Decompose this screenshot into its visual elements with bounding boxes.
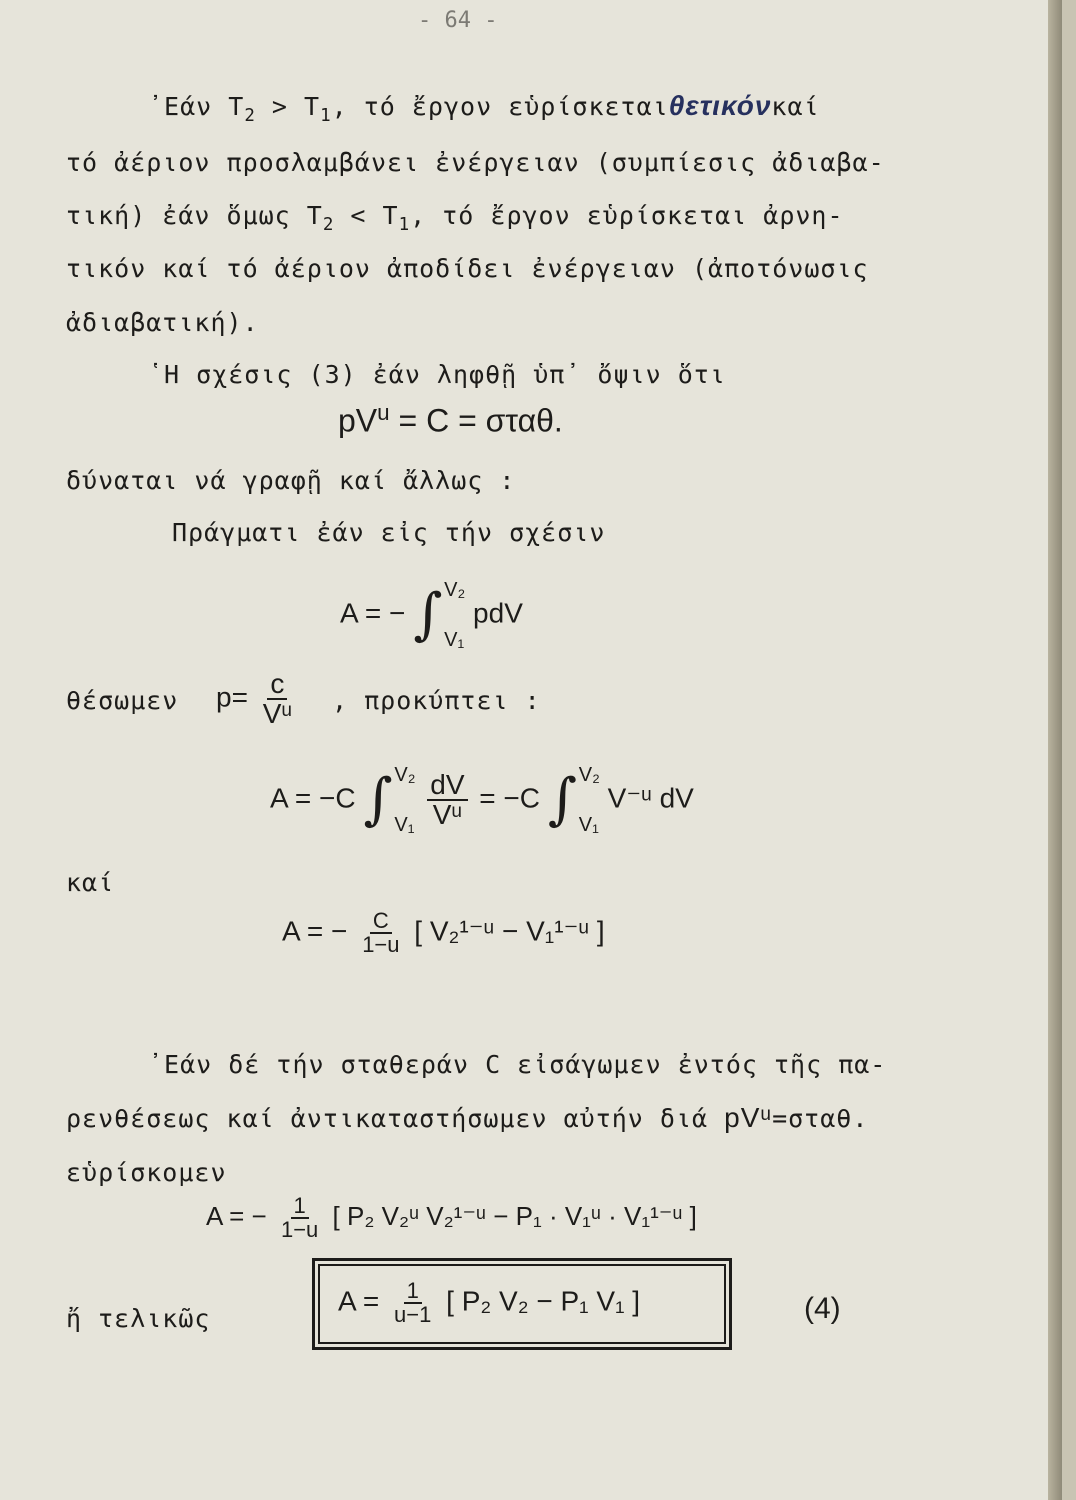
- equation-work-substituted: A = − $\frac{1}{1-u}$ [ P₂ V₂ᵘ V₂¹⁻ᵘ − P₁ · V₁ᵘ · V₁¹⁻ᵘ ]: [206, 1193, 697, 1242]
- equation-pvu-constant: $pV^u = C = \sigma\tau\alpha\theta$.: [338, 400, 563, 439]
- book-binding-edge: [1048, 0, 1062, 1500]
- text-line-3: τική) ἐάν ὅμως $T_2 < T_1$, τό ἔργον εὑρίσκεται ἀρνη-: [66, 201, 844, 235]
- equation-work-expanded: A = −C ∫ V₂ V₁ $\frac{dV}{\text{Vᵘ}}$ = −C ∫ V₂ V₁ V⁻ᵘ dV: [270, 764, 694, 836]
- text-line-13: καί: [66, 868, 115, 897]
- text-line-1: ᾿Εάν $T_2 > T_1$, τό ἔργον εὑρίσκεταιθετικόνκαί: [148, 90, 820, 126]
- text-line-6: ῾Η σχέσις (3) ἐάν ληφθῇ ὑπ᾿ ὄψιν ὅτι: [148, 360, 726, 389]
- equation-p-substitution: p= $\frac{c}{\text{Vᵘ}}$: [216, 668, 293, 729]
- text-line-4: τικόν καί τό ἀέριον ἀποδίδει ἐνέργειαν (ἀποτόνωσις: [66, 254, 869, 283]
- text-line-2: τό ἀέριον προσλαμβάνει ἐνέργειαν (συμπίεσις ἀδιαβα-: [66, 148, 885, 177]
- text-line-19: ἤ τελικῶς: [66, 1304, 211, 1333]
- text-line-5: ἀδιαβατική).: [66, 308, 259, 337]
- handwritten-word: θετικόν: [668, 90, 772, 121]
- text-line-11: θέσωμεν: [66, 686, 179, 715]
- integral-sign: ∫: [413, 582, 443, 647]
- text-line-17: εὑρίσκομεν: [66, 1158, 227, 1187]
- text-line-8: δύναται νά γραφῇ καί ἄλλως :: [66, 466, 516, 495]
- integral-sign: ∫: [547, 767, 577, 832]
- text-line-9: Πράγματι ἐάν εἰς τήν σχέσιν: [172, 518, 606, 547]
- equation-final-4: A = $\frac{1}{u-1}$ [ P₂ V₂ − P₁ V₁ ]: [338, 1278, 641, 1327]
- text-line-15: ᾿Εάν δέ τήν σταθεράν C εἰσάγωμεν ἐντός τῆς πα-: [148, 1050, 887, 1079]
- bleed-through-texture: [60, 95, 74, 123]
- equation-work-result: A = − $\frac{C}{1-u}$ [ V₂¹⁻ᵘ − V₁¹⁻ᵘ ]: [282, 908, 605, 957]
- page-number: - 64 -: [418, 8, 498, 33]
- equation-number: (4): [804, 1292, 841, 1325]
- equation-work-integral: A = − ∫ V₂ V₁ pdV: [340, 579, 523, 651]
- text-line-11b: , προκύπτει :: [332, 686, 541, 715]
- integral-sign: ∫: [363, 767, 393, 832]
- text-line-16: ρενθέσεως καί ἀντικαταστήσωμεν αὐτήν διά pVᵘ=σταθ.: [66, 1102, 869, 1133]
